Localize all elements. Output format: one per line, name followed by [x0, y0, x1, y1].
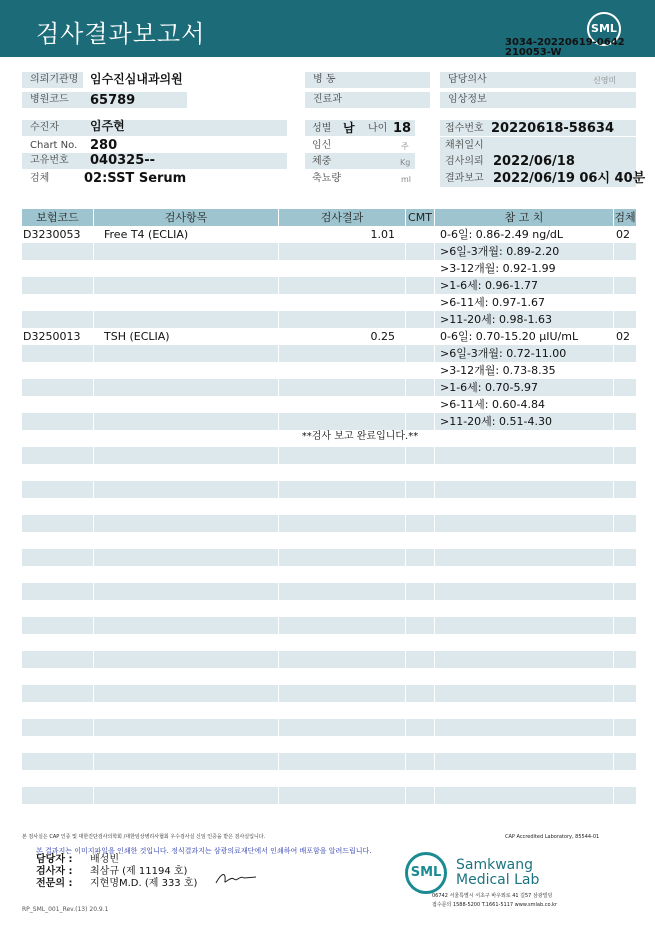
cell-ref: >3-12개월: 0.73-8.35 [440, 364, 556, 377]
column-divider [613, 209, 614, 821]
cell-ref: >1-6세: 0.96-1.77 [440, 279, 538, 292]
table-row [22, 532, 636, 549]
table-row [22, 464, 636, 481]
address-line-1: 06742 서울특별시 서초구 바우뫼로 41 길57 삼광빌딩 [432, 893, 553, 899]
urine-label: 축뇨량 [312, 173, 341, 184]
cell-result: 1.01 [370, 228, 395, 241]
table-row [22, 566, 636, 583]
table-row [22, 634, 636, 651]
completion-note: **검사 보고 완료입니다.** [301, 431, 419, 442]
collection-label: 채취일시 [445, 140, 484, 151]
report-id-line-2: 210053-W [505, 47, 562, 58]
sex-value: 남 [343, 121, 355, 135]
table-row [22, 311, 636, 328]
column-divider [434, 209, 435, 821]
chart-value: 280 [90, 138, 118, 153]
id-label: 고유번호 [30, 155, 69, 166]
table-row [22, 753, 636, 770]
table-header [22, 209, 636, 226]
sml-logo: SML [587, 12, 621, 46]
cell-ref: >11-20세: 0.51-4.30 [440, 415, 552, 428]
cell-ref: >6-11세: 0.97-1.67 [440, 296, 545, 309]
table-row [22, 515, 636, 532]
manager-label: 담당자 : [36, 854, 73, 865]
table-row [22, 668, 636, 685]
cell-specimen: 02 [616, 330, 630, 343]
pregnancy-unit: 주 [401, 142, 409, 151]
specimen-value: 02:SST Serum [84, 171, 187, 186]
table-row [22, 243, 636, 260]
revision-code: RP_SML_001_Rev.(13) 20.9.1 [22, 906, 109, 913]
clinical-info-label: 임상정보 [440, 92, 636, 108]
urine-unit: ml [401, 175, 412, 184]
chart-label: Chart No. [30, 140, 78, 151]
department-label: 진료과 [305, 92, 430, 108]
table-row [22, 651, 636, 668]
doctor-value: 신영미 [593, 76, 617, 85]
table-row [22, 260, 636, 277]
cell-ref: >6일-3개월: 0.89-2.20 [440, 245, 560, 258]
table-row [22, 719, 636, 736]
cell-result: 0.25 [370, 330, 395, 343]
specialist-value: 지현명M.D. (제 333 호) [90, 878, 198, 889]
header-item: 검사항목 [164, 211, 208, 224]
table-row [22, 362, 636, 379]
table-row [22, 226, 636, 243]
specialist-label: 전문의 : [36, 878, 73, 889]
page-title: 검사결과보고서 [36, 20, 206, 48]
table-row [22, 481, 636, 498]
header-code: 보험코드 [36, 211, 79, 224]
table-row [22, 328, 636, 345]
cell-item: Free T4 (ECLIA) [104, 228, 189, 241]
cell-ref: >3-12개월: 0.92-1.99 [440, 262, 556, 275]
table-row [22, 396, 636, 413]
table-row [22, 583, 636, 600]
institution-value: 임수진심내과의원 [90, 72, 183, 86]
cell-ref: >6-11세: 0.60-4.84 [440, 398, 545, 411]
table-row [22, 787, 636, 804]
column-divider [93, 209, 94, 821]
manager-value: 배성빈 [90, 854, 119, 865]
table-row [22, 498, 636, 515]
doctor-label: 담당의사 [448, 74, 487, 85]
report-id-line-1: 3034-20220619-0642 [505, 37, 625, 48]
column-divider [405, 209, 406, 821]
cap-text: CAP Accredited Laboratory, 85544-01 [505, 834, 600, 840]
table-row [22, 345, 636, 362]
cell-item: TSH (ECLIA) [104, 330, 170, 343]
table-row [22, 549, 636, 566]
receipt-value: 20220618-58634 [491, 121, 614, 136]
cell-code: D3230053 [23, 228, 81, 241]
report-value: 2022/06/19 06시 40분 [493, 171, 646, 186]
results-table [22, 209, 636, 823]
inspector-value: 최삼규 (제 11194 호) [90, 866, 188, 877]
table-row [22, 736, 636, 753]
report-id [505, 38, 625, 58]
institution-label: 의뢰기관명 [22, 72, 83, 88]
brand-line-2: Medical Lab [456, 872, 540, 888]
cell-ref: 0-6일: 0.70-15.20 μIU/mL [440, 330, 579, 343]
header-reference: 참 고 치 [504, 211, 544, 224]
request-label: 검사의뢰 [445, 156, 484, 167]
age-value: 18 [393, 121, 412, 136]
patient-label: 수진자 [30, 122, 59, 133]
table-row [22, 685, 636, 702]
hospital-code-value: 65789 [90, 93, 136, 108]
table-row [22, 804, 636, 821]
id-value: 040325-- [90, 153, 156, 168]
header-specimen: 검체 [614, 211, 636, 224]
table-row [22, 447, 636, 464]
table-row [22, 617, 636, 634]
disclaimer: 본 결과지는 이미지파일을 인쇄한 것입니다. 정식결과지는 삼광의료재단에서 인쇄하여 배포함을 알려드립니다. [36, 847, 372, 855]
ward-label: 병 동 [305, 72, 430, 88]
weight-unit: Kg [400, 158, 411, 167]
table-row [22, 294, 636, 311]
specimen-label: 검체 [30, 173, 50, 184]
inspector-label: 검사자 : [36, 866, 73, 877]
cell-code: D3250013 [23, 330, 81, 343]
table-row [22, 702, 636, 719]
header-result: 검사결과 [320, 211, 364, 224]
cert-text: 본 검사실은 CAP 인증 및 대한진단검사의학회 /대한임상병리사협회 우수검사실 신임 인증을 받은 검사실입니다. [22, 834, 266, 840]
sex-label: 성별 [312, 123, 332, 134]
brand-name [456, 858, 539, 888]
address-line-2: 접수문의 1588-5200 T.1661-5117 www.smlab.co.kr [432, 902, 557, 908]
sml-logo-bottom: SML [405, 852, 447, 894]
cell-ref: >11-20세: 0.98-1.63 [440, 313, 552, 326]
table-row [22, 379, 636, 396]
receipt-label: 접수번호 [445, 123, 484, 134]
cell-ref: >1-6세: 0.70-5.97 [440, 381, 538, 394]
pregnancy-label: 임신 [312, 140, 332, 151]
cell-specimen: 02 [616, 228, 630, 241]
table-row [22, 770, 636, 787]
weight-label: 체중 [312, 156, 332, 167]
table-row [22, 277, 636, 294]
cell-ref: 0-6일: 0.86-2.49 ng/dL [440, 228, 564, 241]
age-label: 나이 [368, 123, 388, 134]
brand-line-1: Samkwang [456, 857, 533, 873]
specialist-signature [214, 870, 258, 886]
report-label: 결과보고 [445, 173, 484, 184]
table-row [22, 600, 636, 617]
hospital-code-label: 병원코드 [30, 94, 69, 105]
patient-value: 임주현 [90, 119, 125, 133]
header-cmt: CMT [408, 211, 432, 224]
patient-row [22, 120, 287, 136]
request-value: 2022/06/18 [493, 154, 575, 169]
column-divider [278, 209, 279, 821]
cell-ref: >6일-3개월: 0.72-11.00 [440, 347, 567, 360]
